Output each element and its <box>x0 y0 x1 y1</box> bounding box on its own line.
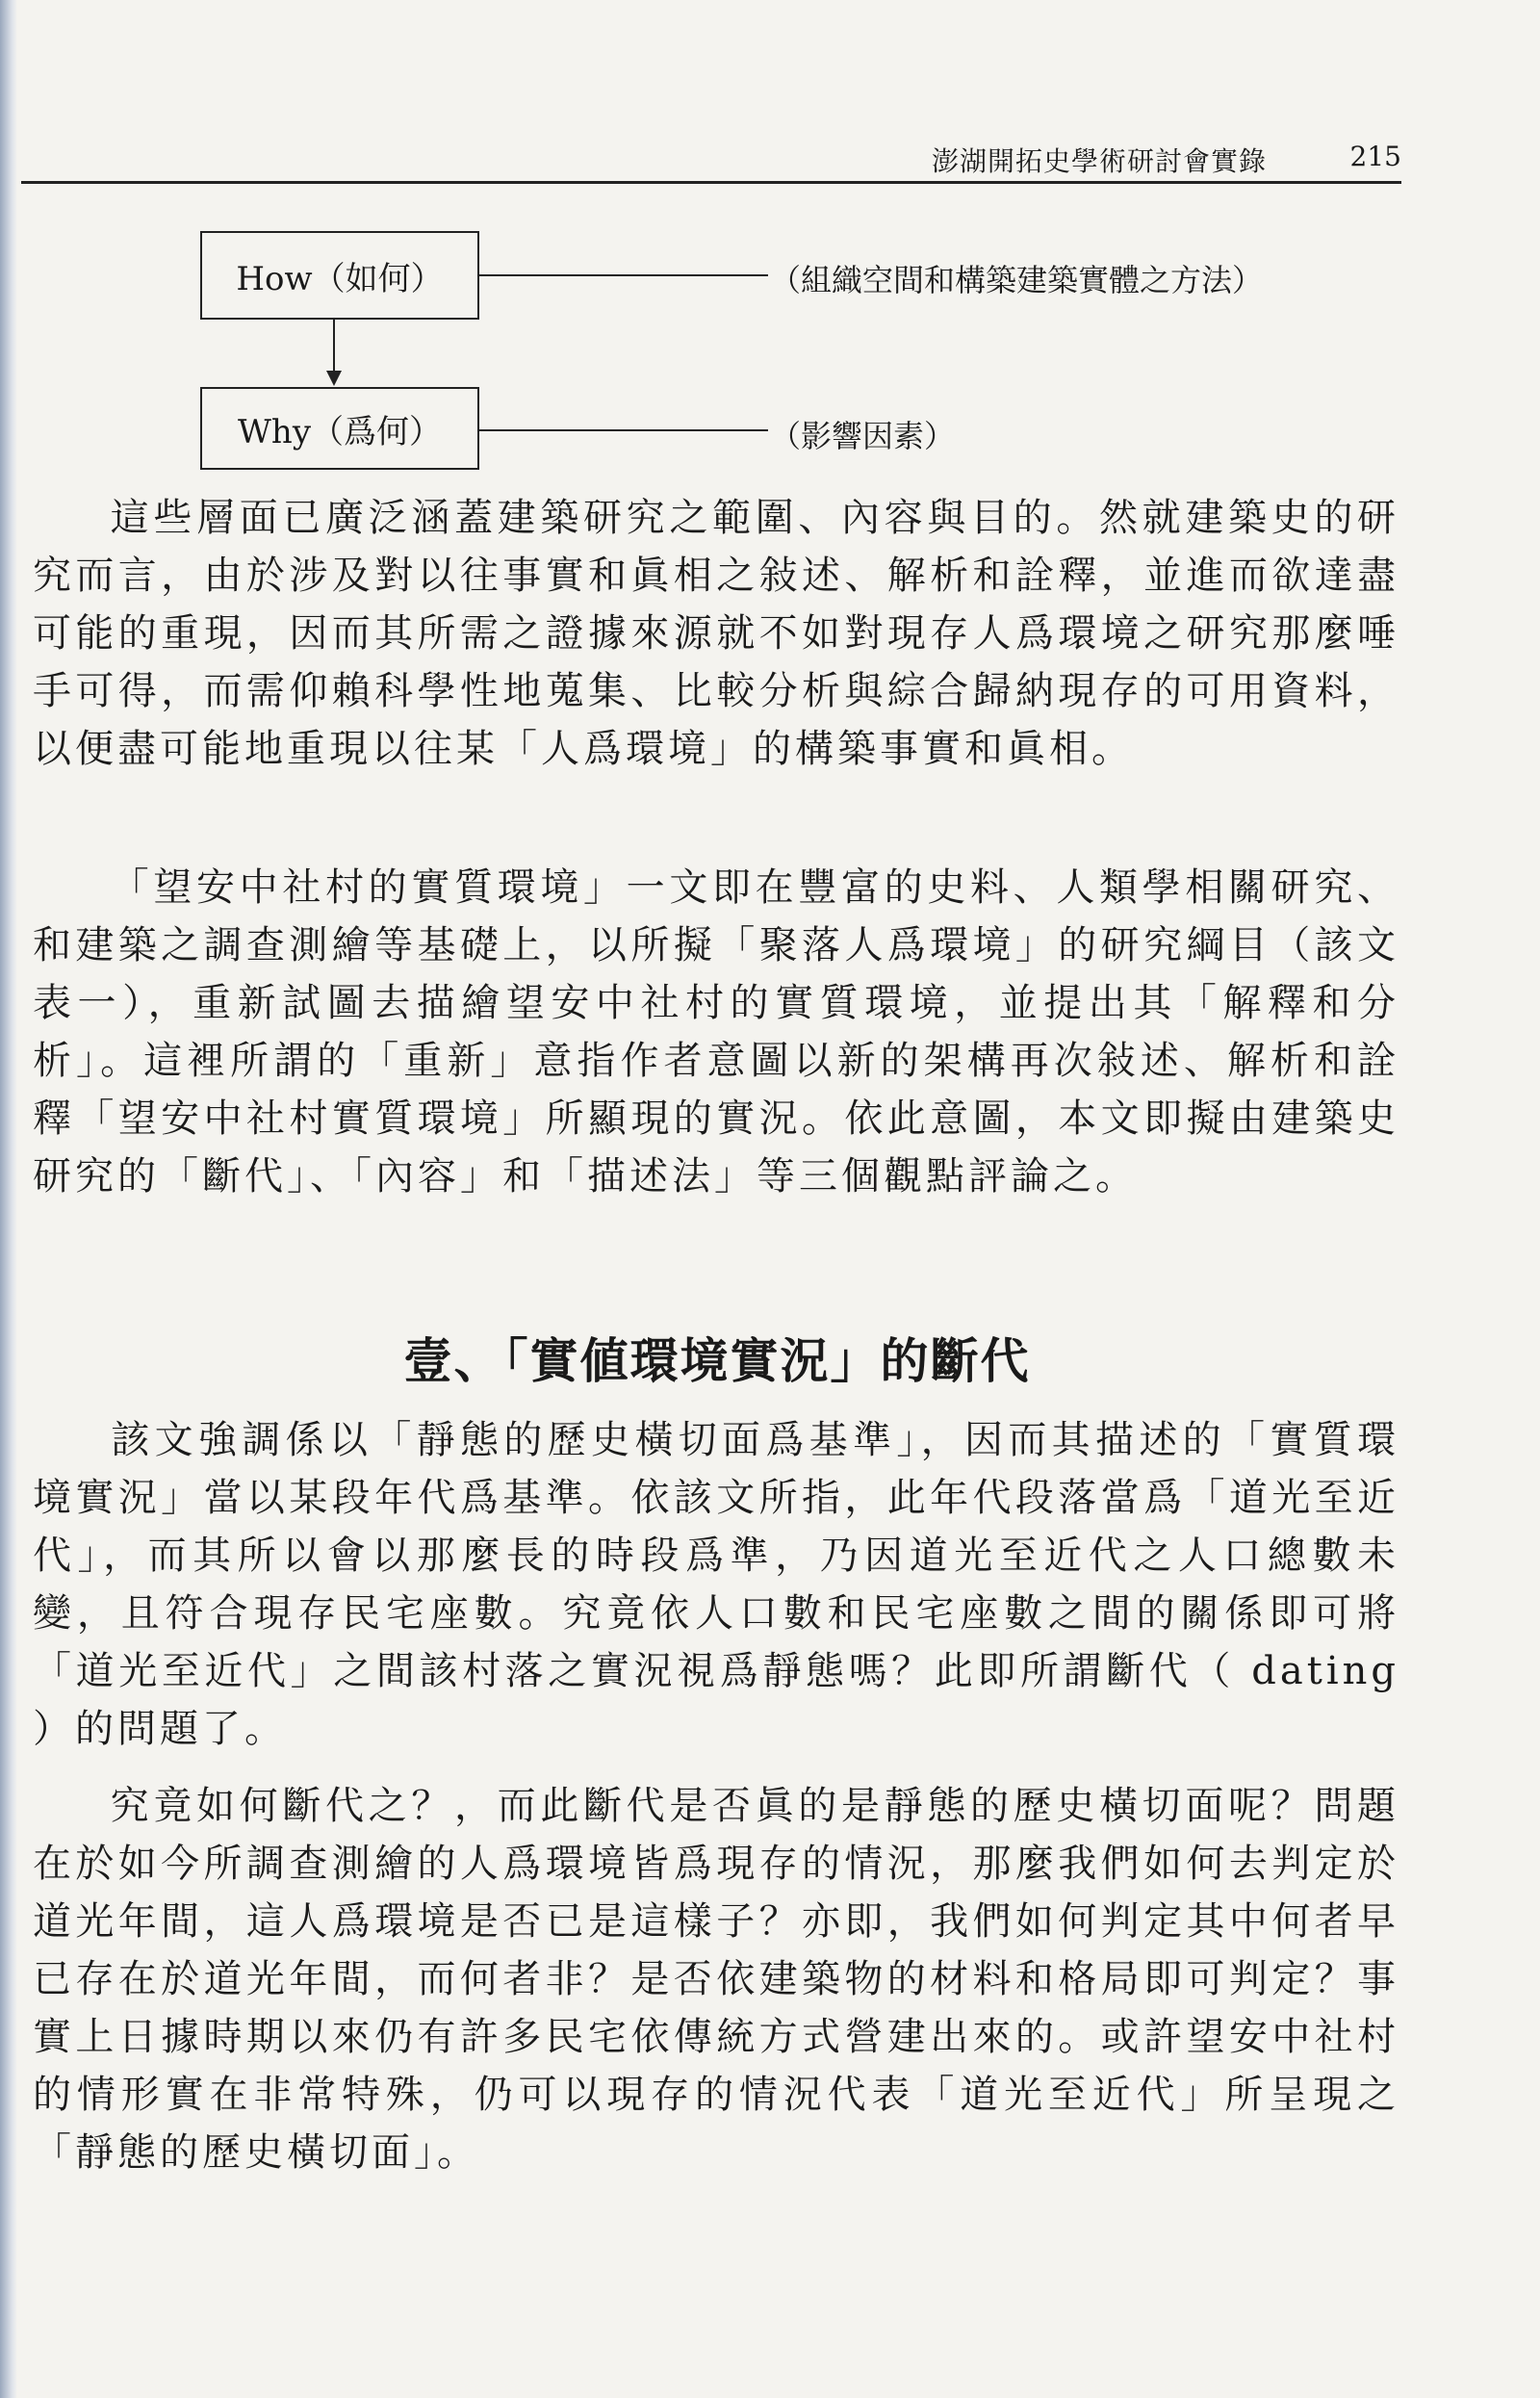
down-arrow-shaft <box>333 320 335 375</box>
how-connector-line <box>479 274 768 276</box>
down-arrow-icon <box>326 371 342 386</box>
running-header <box>21 135 1401 184</box>
paragraph-2 <box>33 859 1399 1205</box>
paragraph-4-text: 究竟如何斷代之？，而此斷代是否眞的是靜態的歷史橫切面呢？問題在於如今所調查測繪的人爲環境皆爲現存的情況，那麼我們如何去判定於道光年間，這人爲環境是否已是這樣子？亦即，我們如何判定其中何者早已存在於道光年間，而何者非？是否依建築物的材料和格局即可判定？事實上日據時期以來仍有許多民宅依傳統方式營建出來的。或許望安中社村的情形實在非常特殊，仍可以現存的情況代表「道光至近代」所呈現之「靜態的歷史橫切面」。 <box>33 1784 1399 2175</box>
why-box <box>200 387 479 470</box>
how-box <box>200 231 479 320</box>
why-connector-line <box>479 429 768 431</box>
paragraph-1 <box>33 489 1399 778</box>
paragraph-3-text: 該文強調係以「靜態的歷史橫切面爲基準」，因而其描述的「實質環境實況」當以某段年代爲基準。依該文所指，此年代段落當爲「道光至近代」，而其所以會以那麼長的時段爲準，乃因道光至近代之人口總數未變，且符合現存民宅座數。究竟依人口數和民宅座數之間的關係即可將「道光至近代」之間該村落之實況視爲靜態嗎？此即所謂斷代（ dating ）的問題了。 <box>33 1418 1399 1751</box>
why-label: Why（爲何） <box>237 412 443 451</box>
page-edge-shadow <box>0 0 17 2398</box>
paragraph-3 <box>33 1411 1399 1758</box>
paragraph-2-text: 「望安中社村的實質環境」一文即在豐富的史料、人類學相關研究、和建築之調查測繪等基礎上，以所擬「聚落人爲環境」的研究綱目（該文表一），重新試圖去描繪望安中社村的實質環境，並提出其「解釋和分析」。這裡所謂的「重新」意指作者意圖以新的架構再次敍述、解析和詮釋「望安中社村實質環境」所顯現的實況。依此意圖，本文即擬由建築史研究的「斷代」、「內容」和「描述法」等三個觀點評論之。 <box>33 865 1399 1199</box>
how-note: （組織空間和構築建築實體之方法） <box>770 262 1264 298</box>
how-label: How（如何） <box>236 259 444 298</box>
paragraph-1-text: 這些層面已廣泛涵蓋建築研究之範圍、內容與目的。然就建築史的研究而言，由於涉及對以往事實和眞相之敍述、解析和詮釋，並進而欲達盡可能的重現，因而其所需之證據來源就不如對現存人爲環境之研究那麼唾手可得，而需仰賴科學性地蒐集、比較分析與綜合歸納現存的可用資料，以便盡可能地重現以往某「人爲環境」的構築事實和眞相。 <box>33 496 1399 771</box>
section-heading: 壹、「實値環境實況」的斷代 <box>403 1333 1031 1389</box>
why-note: （影響因素） <box>770 418 956 454</box>
header-title: 澎湖開拓史學術研討會實錄 <box>931 145 1267 177</box>
paragraph-4 <box>33 1777 1399 2181</box>
page-number: 215 <box>1349 141 1401 172</box>
